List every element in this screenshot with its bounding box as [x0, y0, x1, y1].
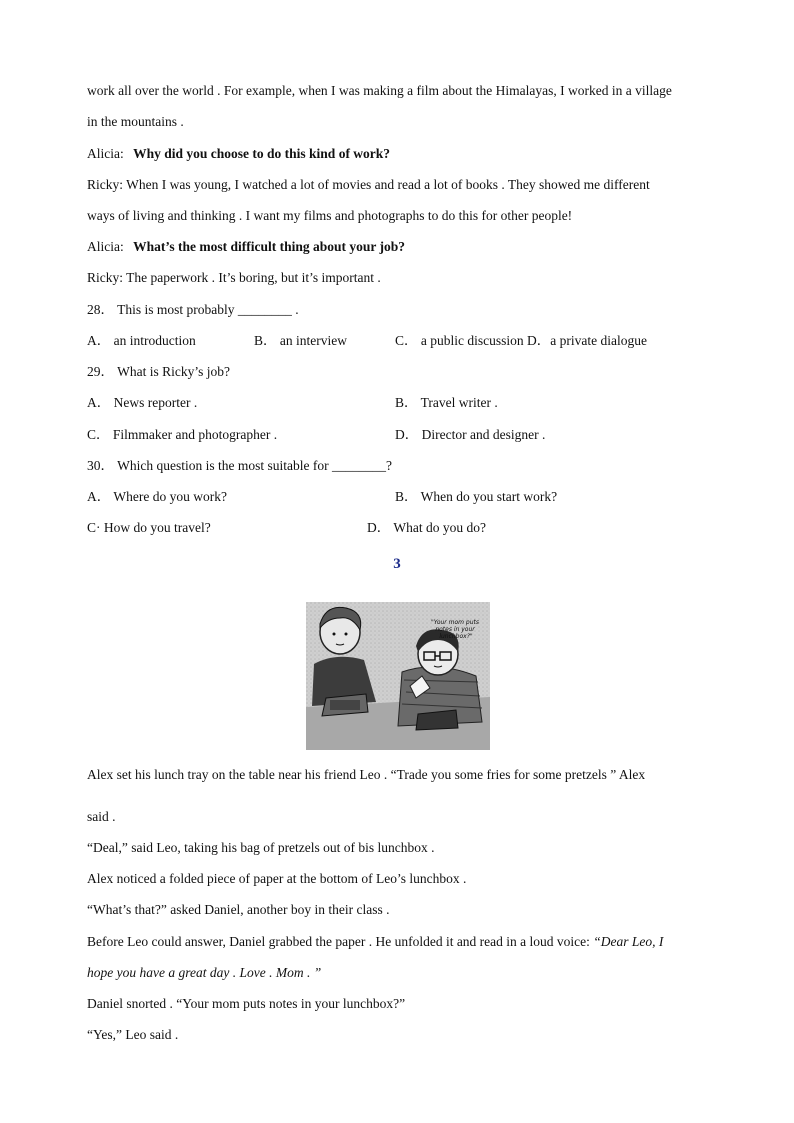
answer-option[interactable]: D． Director and designer . [395, 427, 546, 442]
note-quote-start: “Dear Leo, I [593, 934, 664, 949]
story-line: Daniel snorted . “Your mom puts notes in your lunchbox?” [87, 996, 406, 1011]
answer-option[interactable]: B． When do you start work? [395, 489, 558, 504]
story-line: “Deal,” said Leo, taking his bag of pretzels out of bis lunchbox . [87, 840, 435, 855]
story-line: “Yes,” Leo said . [87, 1027, 179, 1042]
dialogue-line: ways of living and thinking . I want my films and photographs to do this for other people! [87, 208, 573, 223]
question-stem: 29． What is Ricky’s job? [87, 364, 230, 379]
answer-option[interactable]: B． an interview [254, 333, 347, 348]
story-line: Alex noticed a folded piece of paper at the bottom of Leo’s lunchbox . [87, 871, 467, 886]
story-line: Alex set his lunch tray on the table near his friend Leo . “Trade you some fries for some pretzels ” Alex [87, 767, 646, 782]
dialogue-line: in the mountains . [87, 114, 184, 129]
question-stem: 30． Which question is the most suitable for ________? [87, 458, 392, 473]
answer-option[interactable]: D． What do you do? [367, 520, 486, 535]
answer-option[interactable]: C． Filmmaker and photographer . [87, 427, 278, 442]
story-text: Before Leo could answer, Daniel grabbed the paper . He unfolded it and read in a loud voice: [87, 934, 594, 949]
speaker-label: Alicia: [87, 146, 124, 161]
answer-option[interactable]: B． Travel writer . [395, 395, 498, 410]
interviewer-question [87, 145, 390, 163]
note-quote-end: hope you have a great day . Love . Mom . ” [87, 965, 322, 980]
question-text: Why did you choose to do this kind of work? [133, 146, 391, 161]
interviewer-question [87, 238, 405, 256]
story-line [87, 933, 663, 951]
dialogue-line: work all over the world . For example, when I was making a film about the Himalayas, I worked in a village [87, 83, 672, 98]
speech-bubble-text: "Your mom puts notes in your lunchbox?" [431, 619, 480, 640]
lunchroom-illustration [306, 602, 490, 750]
answer-option[interactable]: A． News reporter . [87, 395, 198, 410]
story-line: “What’s that?” asked Daniel, another boy in their class . [87, 902, 390, 917]
answer-option[interactable]: C． a public discussion D．a private dialogue [395, 333, 647, 348]
story-line: said . [87, 809, 116, 824]
question-stem: 28． This is most probably ________ . [87, 302, 299, 317]
speaker-label: Alicia: [87, 239, 124, 254]
dialogue-line: Ricky: The paperwork . It’s boring, but it’s important . [87, 270, 381, 285]
answer-option[interactable]: C· How do you travel? [87, 520, 211, 535]
answer-option[interactable]: A． Where do you work? [87, 489, 227, 504]
dialogue-line: Ricky: When I was young, I watched a lot of movies and read a lot of books . They showed me different [87, 177, 650, 192]
question-text: What’s the most difficult thing about your job? [133, 239, 406, 254]
answer-option[interactable]: A． an introduction [87, 333, 196, 348]
section-number: 3 [393, 556, 401, 572]
